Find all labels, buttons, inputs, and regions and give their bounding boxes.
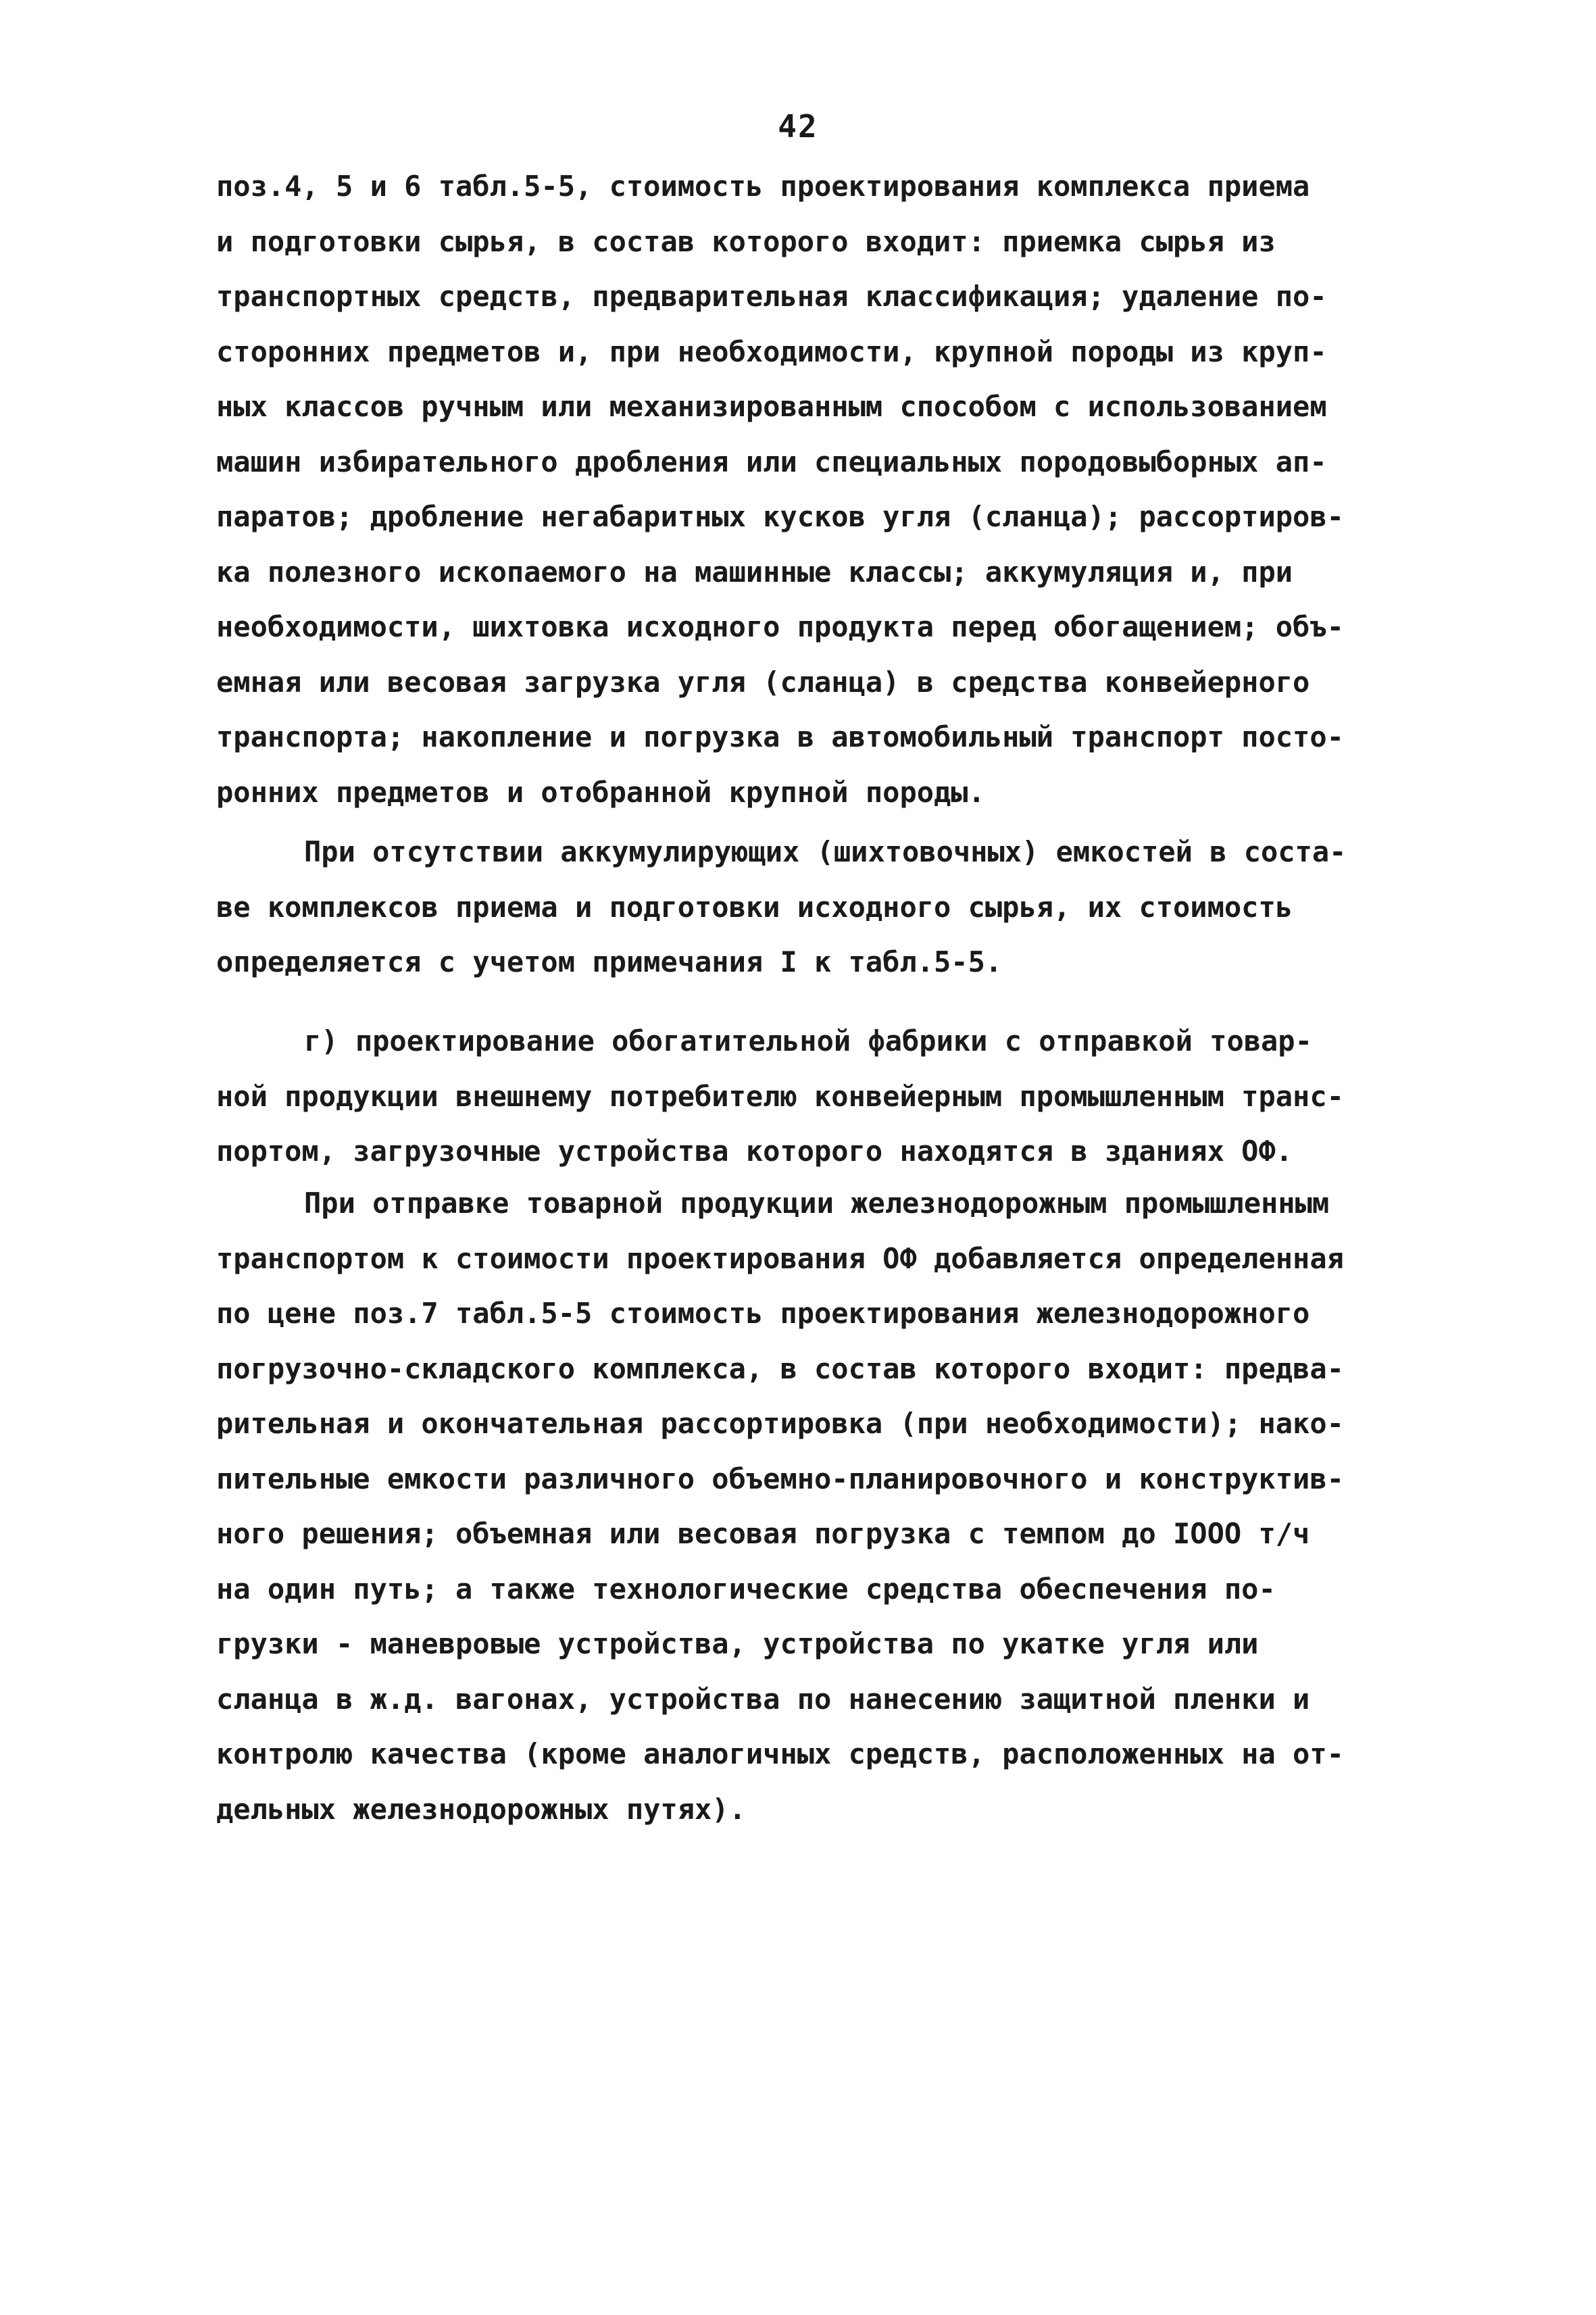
text-line: по цене поз.7 табл.5-5 стоимость проектирования железнодорожного bbox=[216, 1297, 1310, 1330]
text-line: дельных железнодорожных путях). bbox=[216, 1792, 746, 1826]
text-line: При отсутствии аккумулирующих (шихтовочных) емкостей в соста- bbox=[304, 835, 1347, 868]
text-line: г) проектирование обогатительной фабрики с отправкой товар- bbox=[304, 1024, 1312, 1057]
text-line: на один путь; а также технологические средства обеспечения по- bbox=[216, 1572, 1276, 1605]
text-line: определяется с учетом примечания I к табл.5-5. bbox=[216, 945, 1003, 978]
paragraph-3 bbox=[216, 1014, 1405, 1179]
text-line: погрузочно-складского комплекса, в состав которого входит: предва- bbox=[216, 1351, 1344, 1385]
paragraph-4 bbox=[216, 1176, 1405, 1837]
text-line: рительная и окончательная рассортировка (при необходимости); нако- bbox=[216, 1407, 1344, 1440]
text-line: При отправке товарной продукции железнодорожным промышленным bbox=[304, 1187, 1330, 1220]
text-line: сторонних предметов и, при необходимости, крупной породы из круп- bbox=[216, 334, 1327, 368]
text-line: ных классов ручным или механизированным способом с использованием bbox=[216, 390, 1327, 423]
paragraph-2 bbox=[216, 824, 1405, 990]
text-line: ка полезного ископаемого на машинные классы; аккумуляция и, при bbox=[216, 555, 1293, 589]
page-number: 42 bbox=[778, 108, 818, 145]
text-line: контролю качества (кроме аналогичных средств, расположенных на от- bbox=[216, 1737, 1344, 1770]
text-line: машин избирательного дробления или специальных породовыборных ап- bbox=[216, 445, 1327, 478]
text-line: грузки - маневровые устройства, устройства по укатке угля или bbox=[216, 1627, 1259, 1660]
text-line: и подготовки сырья, в состав которого входит: приемка сырья из bbox=[216, 224, 1276, 258]
text-line: ного решения; объемная или весовая погрузка с темпом до IOOO т/ч bbox=[216, 1517, 1310, 1550]
text-line: транспортом к стоимости проектирования ОФ добавляется определенная bbox=[216, 1241, 1344, 1275]
text-line: транспорта; накопление и погрузка в автомобильный транспорт посто- bbox=[216, 720, 1344, 753]
text-line: ве комплексов приема и подготовки исходного сырья, их стоимость bbox=[216, 890, 1293, 924]
text-line: пительные емкости различного объемно-планировочного и конструктив- bbox=[216, 1462, 1344, 1495]
text-line: транспортных средств, предварительная классификация; удаление по- bbox=[216, 280, 1327, 313]
text-line: необходимости, шихтовка исходного продукта перед обогащением; объ- bbox=[216, 610, 1344, 643]
text-line: ронних предметов и отобранной крупной породы. bbox=[216, 775, 985, 809]
text-line: сланца в ж.д. вагонах, устройства по нанесению защитной пленки и bbox=[216, 1682, 1310, 1716]
text-line: портом, загрузочные устройства которого находятся в зданиях ОФ. bbox=[216, 1135, 1293, 1168]
text-line: паратов; дробление негабаритных кусков угля (сланца); рассортиров- bbox=[216, 500, 1344, 533]
text-line: ной продукции внешнему потребителю конвейерным промышленным транс- bbox=[216, 1079, 1344, 1113]
text-line: поз.4, 5 и 6 табл.5-5, стоимость проектирования комплекса приема bbox=[216, 170, 1310, 203]
paragraph-1 bbox=[216, 159, 1405, 820]
text-line: емная или весовая загрузка угля (сланца) в средства конвейерного bbox=[216, 665, 1310, 699]
